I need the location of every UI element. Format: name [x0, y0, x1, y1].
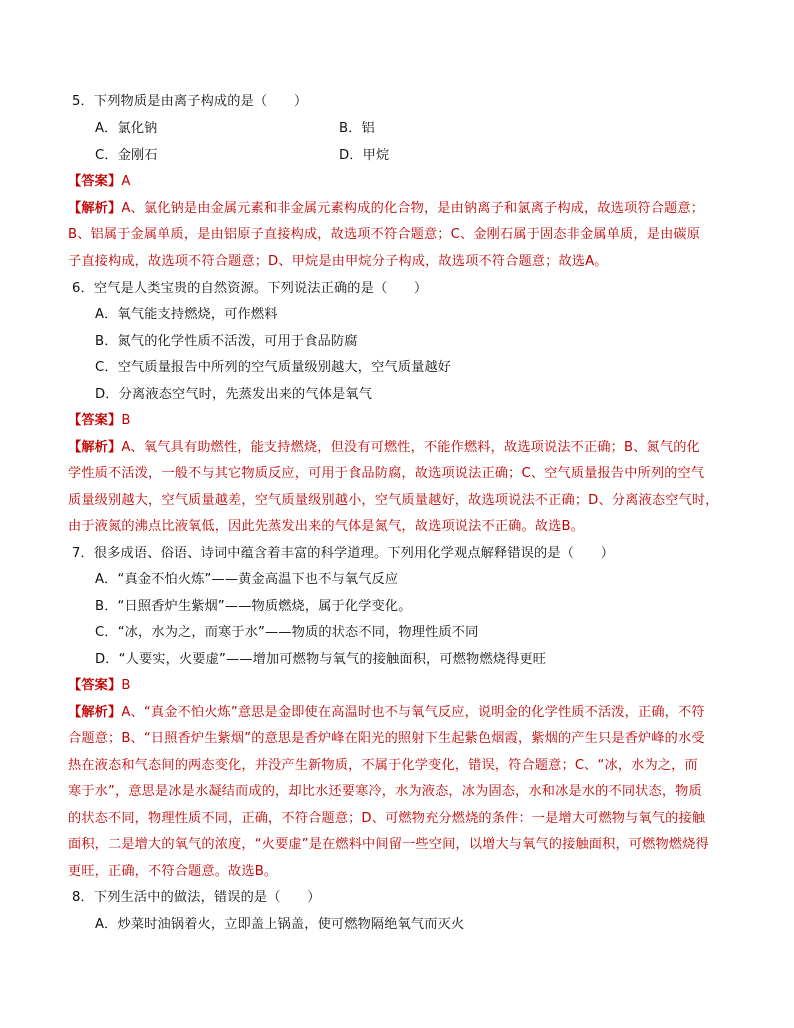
analysis-tag: 【解析】: [68, 440, 122, 455]
answer-value: B: [121, 678, 131, 693]
analysis-text: A、氯化钠是由金属元素和非金属元素构成的化合物，是由钠离子和氯离子构成，故选项符合题意；: [121, 201, 705, 216]
question-7-option-d: D．“人要实，火要虚”——增加可燃物与氧气的接触面积，可燃物燃烧得更旺: [95, 652, 547, 667]
analysis-text: A、氧气具有助燃性，能支持燃烧，但没有可燃性，不能作燃料，故选项说法不正确；B、氮气的化: [121, 440, 700, 455]
question-7-stem: 7．很多成语、俗语、诗词中蕴含着丰富的科学道理。下列用化学观点解释错误的是（ ）: [72, 546, 615, 561]
question-6-analysis-line-1: [68, 439, 700, 457]
question-6-stem: 6．空气是人类宝贵的自然资源。下列说法正确的是（ ）: [72, 281, 428, 296]
question-6-option-c: C．空气质量报告中所列的空气质量级别越大，空气质量越好: [95, 360, 452, 375]
answer-value: A: [121, 174, 131, 189]
question-8-option-a: A．炒菜时油锅着火，立即盖上锅盖，使可燃物隔绝氧气而灭火: [95, 917, 465, 932]
question-7-analysis-line-4: 寒于水”，意思是冰是水凝结而成的，却比水还要寒冷，水为液态，冰为固态，水和冰是水的不同状态，物质: [68, 784, 702, 799]
question-5-analysis-line-1: [68, 200, 704, 218]
question-7-analysis-line-3: 热在液态和气态间的两态变化，并没产生新物质，不属于化学变化，错误，符合题意；C、“冰，水为之，而: [68, 758, 698, 773]
question-5-analysis-line-2: B、铝属于金属单质，是由铝原子直接构成，故选项不符合题意；C、金刚石属于固态非金属单质，是由碳原: [68, 227, 701, 242]
question-7-analysis-line-2: 合题意；B、“日照香炉生紫烟”的意思是香炉峰在阳光的照射下生起紫色烟霞，紫烟的产生只是香炉峰的水受: [68, 731, 705, 746]
question-8-stem: 8．下列生活中的做法，错误的是（ ）: [72, 890, 321, 905]
question-7-option-a: A．“真金不怕火炼”——黄金高温下也不与氧气反应: [95, 572, 399, 587]
question-7-analysis-line-5: 的状态不同，物理性质不同，正确，不符合题意；D、可燃物充分燃烧的条件：一是增大可燃物与氧气的接触: [68, 811, 706, 826]
answer-value: B: [121, 413, 131, 428]
question-5-stem: 5．下列物质是由离子构成的是（ ）: [72, 94, 308, 109]
analysis-text: A、“真金不怕火炼”意思是金即使在高温时也不与氧气反应，说明金的化学性质不活泼，正确，不符: [121, 705, 705, 720]
question-7-option-b: B．“日照香炉生紫烟”——物质燃烧，属于化学变化。: [95, 599, 412, 614]
question-7-analysis-line-7: 更旺，正确，不符合题意。故选B。: [68, 864, 278, 879]
question-5-option-b: B．铝: [339, 121, 375, 136]
answer-tag: 【答案】: [68, 174, 122, 189]
answer-tag: 【答案】: [68, 678, 122, 693]
question-5-option-d: D．甲烷: [339, 148, 390, 163]
question-6-answer: [68, 412, 131, 430]
question-6-option-b: B．氮气的化学性质不活泼，可用于食品防腐: [95, 334, 358, 349]
question-5-answer: [68, 173, 131, 191]
analysis-tag: 【解析】: [68, 201, 122, 216]
question-5-option-c: C．金刚石: [95, 148, 158, 163]
answer-tag: 【答案】: [68, 413, 122, 428]
question-6-option-d: D．分离液态空气时，先蒸发出来的气体是氧气: [95, 387, 373, 402]
question-7-analysis-line-1: [68, 704, 705, 722]
question-6-analysis-line-2: 学性质不活泼，一般不与其它物质反应，可用于食品防腐，故选项说法正确；C、空气质量报告中所列的空气: [68, 466, 705, 481]
question-7-option-c: C．“冰，水为之，而寒于水”——物质的状态不同，物理性质不同: [95, 625, 479, 640]
question-6-option-a: A．氧气能支持燃烧，可作燃料: [95, 307, 278, 322]
analysis-tag: 【解析】: [68, 705, 122, 720]
question-5-option-a: A．氯化钠: [95, 121, 158, 136]
question-6-analysis-line-4: 由于液氮的沸点比液氧低，因此先蒸发出来的气体是氮气，故选项说法不正确。故选B。: [68, 519, 585, 534]
question-7-answer: [68, 677, 131, 695]
question-5-analysis-line-3: 子直接构成，故选项不符合题意；D、甲烷是由甲烷分子构成，故选项不符合题意；故选A。: [68, 254, 608, 269]
question-6-analysis-line-3: 质量级别越大，空气质量越差，空气质量级别越小，空气质量越好，故选项说法不正确；D、分离液态空气时，: [68, 493, 719, 508]
question-7-analysis-line-6: 面积，二是增大的氧气的浓度，“火要虚”是在燃料中间留一些空间，以增大与氧气的接触面积，可燃物燃烧得: [68, 837, 709, 852]
